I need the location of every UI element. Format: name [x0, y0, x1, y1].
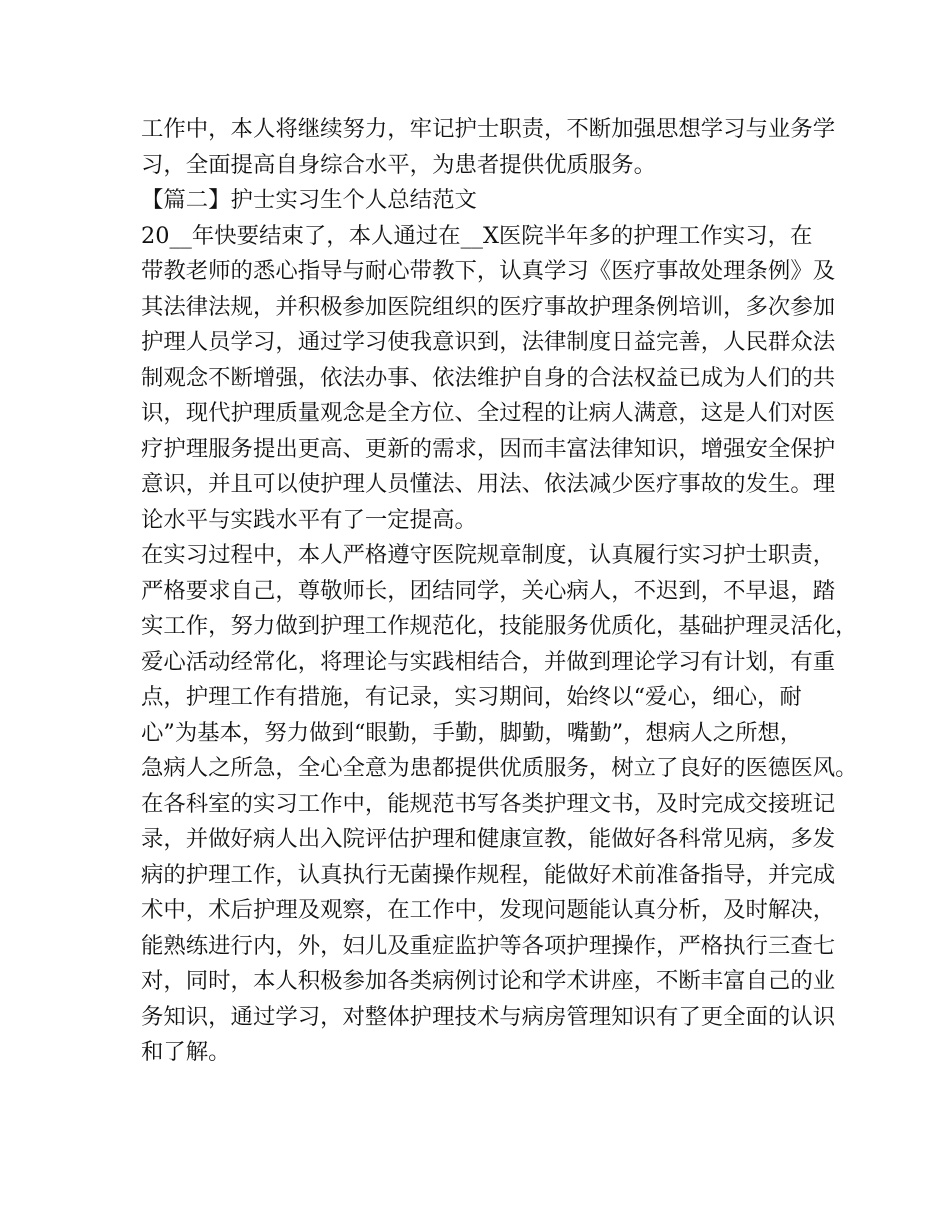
text-line: 术中，术后护理及观察，在工作中，发现问题能认真分析，及时解决，: [141, 897, 836, 923]
text-line: 实工作，努力做到护理工作规范化，技能服务优质化，基础护理灵活化，: [141, 613, 858, 639]
text-line: 制观念不断增强，依法办事、依法维护自身的合法权益已成为人们的共: [141, 364, 836, 391]
text-line: 对，同时，本人积极参加各类病例讨论和学术讲座，不断丰富自己的业: [141, 968, 836, 994]
text-line: 能熟练进行内，外，妇儿及重症监护等各项护理操作，严格执行三查七: [141, 932, 836, 959]
text-line: 和了解。: [141, 1039, 231, 1065]
text-line: 工作中，本人将继续努力，牢记护士职责，不断加强思想学习与业务学: [141, 116, 836, 142]
text-line: 意识，并且可以使护理人员懂法、用法、依法减少医疗事故的发生。理: [141, 471, 836, 497]
text-line: 心”为基本，努力做到“眼勤，手勤，脚勤，嘴勤”，想病人之所想，: [141, 719, 803, 746]
text-line: 务知识，通过学习，对整体护理技术与病房管理知识有了更全面的认识: [141, 1003, 836, 1030]
text-line: 其法律法规，并积极参加医院组织的医疗事故护理条例培训，多次参加: [141, 293, 836, 320]
section-heading: 【篇二】护士实习生个人总结范文: [141, 187, 477, 213]
text-line: 爱心活动经常化，将理论与实践相结合，并做到理论学习有计划，有重: [141, 648, 836, 675]
text-line: 在实习过程中，本人严格遵守医院规章制度，认真履行实习护士职责，: [141, 542, 836, 568]
document-body: [141, 112, 858, 1071]
text-line: 严格要求自己，尊敬师长，团结同学，关心病人，不迟到，不早退，踏: [141, 577, 836, 604]
text-line: 习，全面提高自身综合水平，为患者提供优质服务。: [141, 151, 656, 178]
text-line: 急病人之所急，全心全意为患都提供优质服务，树立了良好的医德医风。: [141, 755, 858, 781]
text-line: 论水平与实践水平有了一定提高。: [141, 506, 477, 533]
text-line: 在各科室的实习工作中，能规范书写各类护理文书，及时完成交接班记: [141, 790, 836, 817]
text-line: 带教老师的悉心指导与耐心带教下，认真学习《医疗事故处理条例》及: [141, 258, 836, 284]
text-line: 20__年快要结束了，本人通过在__X医院半年多的护理工作实习，在: [141, 222, 813, 249]
text-line: 点，护理工作有措施，有记录，实习期间，始终以“爱心，细心，耐: [141, 684, 802, 710]
text-line: 识，现代护理质量观念是全方位、全过程的让病人满意，这是人们对医: [141, 400, 836, 426]
text-line: 录，并做好病人出入院评估护理和健康宣教，能做好各科常见病，多发: [141, 826, 836, 852]
text-line: 护理人员学习，通过学习使我意识到，法律制度日益完善，人民群众法: [141, 329, 836, 355]
text-line: 病的护理工作，认真执行无菌操作规程，能做好术前准备指导，并完成: [141, 861, 836, 888]
text-line: 疗护理服务提出更高、更新的需求，因而丰富法律知识，增强安全保护: [141, 435, 836, 462]
